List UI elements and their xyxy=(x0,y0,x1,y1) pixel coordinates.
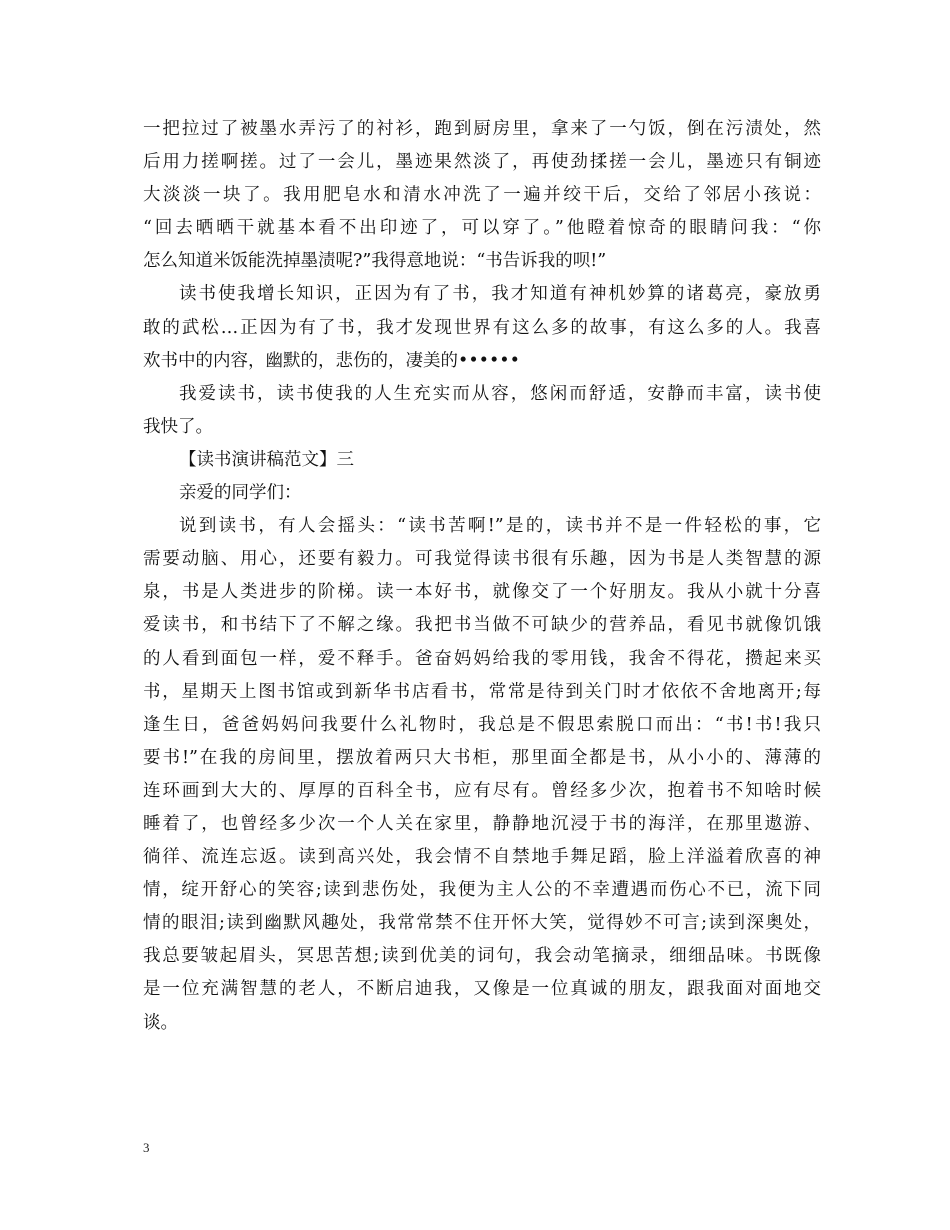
text-line: 徜徉、流连忘返。读到高兴处，我会情不自禁地手舞足蹈，脸上洋溢着欣喜的神 xyxy=(143,847,821,868)
text-line: 后用力搓啊搓。过了一会儿，墨迹果然淡了，再使劲揉搓一会儿，墨迹只有铜迹 xyxy=(143,152,821,173)
text-line: 泉，书是人类进步的阶梯。读一本好书，就像交了一个好朋友。我从小就十分喜 xyxy=(143,582,821,603)
text-line: 怎么知道米饭能洗掉墨渍呢?”我得意地说：“书告诉我的呗!” xyxy=(143,251,607,272)
text-line: 的人看到面包一样，爱不释手。爸奋妈妈给我的零用钱，我舍不得花，攒起来买 xyxy=(143,648,821,669)
text-line: 要书!”在我的房间里，摆放着两只大书柜，那里面全都是书，从小小的、薄薄的 xyxy=(143,747,821,768)
text-line: 需要动脑、用心，还要有毅力。可我觉得读书很有乐趣，因为书是人类智慧的源 xyxy=(143,549,821,570)
text-line: 【读书演讲稿范文】三 xyxy=(179,449,354,470)
text-line: 逢生日，爸爸妈妈问我要什么礼物时，我总是不假思索脱口而出：“书!书!我只 xyxy=(143,714,821,735)
text-line: 情的眼泪;读到幽默风趣处，我常常禁不住开怀大笑，觉得妙不可言;读到深奥处， xyxy=(143,913,821,934)
text-line: 我总要皱起眉头，冥思苦想;读到优美的词句，我会动笔摘录，细细品味。书既像 xyxy=(143,946,821,967)
text-line: 敢的武松…正因为有了书，我才发现世界有这么多的故事，有这么多的人。我喜 xyxy=(143,317,821,338)
text-line: 一把拉过了被墨水弄污了的衬衫，跑到厨房里，拿来了一勺饭，倒在污渍处，然 xyxy=(143,119,821,139)
text-line: “回去晒晒干就基本看不出印迹了，可以穿了。”他瞪着惊奇的眼睛问我：“你 xyxy=(143,218,821,239)
text-line: 是一位充满智慧的老人，不断启迪我，又像是一位真诚的朋友，跟我面对面地交 xyxy=(143,979,821,1000)
text-line: 连环画到大大的、厚厚的百科全书，应有尽有。曾经多少次，抱着书不知啥时候 xyxy=(143,780,821,801)
text-line: 睡着了，也曾经多少次一个人关在家里，静静地沉浸于书的海洋，在那里遨游、 xyxy=(143,813,821,834)
text-line: 说到读书，有人会摇头：“读书苦啊!”是的，读书并不是一件轻松的事，它 xyxy=(179,516,821,537)
text-line: 读书使我增长知识，正因为有了书，我才知道有神机妙算的诸葛亮，豪放勇 xyxy=(179,284,821,305)
text-line: 我快了。 xyxy=(143,416,213,437)
page-number: 3 xyxy=(143,1140,150,1155)
text-line: 我爱读书，读书使我的人生充实而从容，悠闲而舒适，安静而丰富，读书使 xyxy=(179,383,821,404)
text-line: 大淡淡一块了。我用肥皂水和清水冲洗了一遍并绞干后，交给了邻居小孩说： xyxy=(143,185,821,206)
text-line: 书，星期天上图书馆或到新华书店看书，常常是待到关门时才依依不舍地离开;每 xyxy=(143,681,821,702)
text-line: 谈。 xyxy=(143,1012,178,1033)
text-line: 情，绽开舒心的笑容;读到悲伤处，我便为主人公的不幸遭遇而伤心不已，流下同 xyxy=(143,880,821,901)
document-body xyxy=(143,113,821,1040)
text-line: 亲爱的同学们： xyxy=(179,483,302,504)
text-line: 爱读书，和书结下了不解之缘。我把书当做不可缺少的营养品，看见书就像饥饿 xyxy=(143,615,821,636)
text-line: 欢书中的内容，幽默的，悲伤的，凄美的•••••• xyxy=(143,350,520,371)
